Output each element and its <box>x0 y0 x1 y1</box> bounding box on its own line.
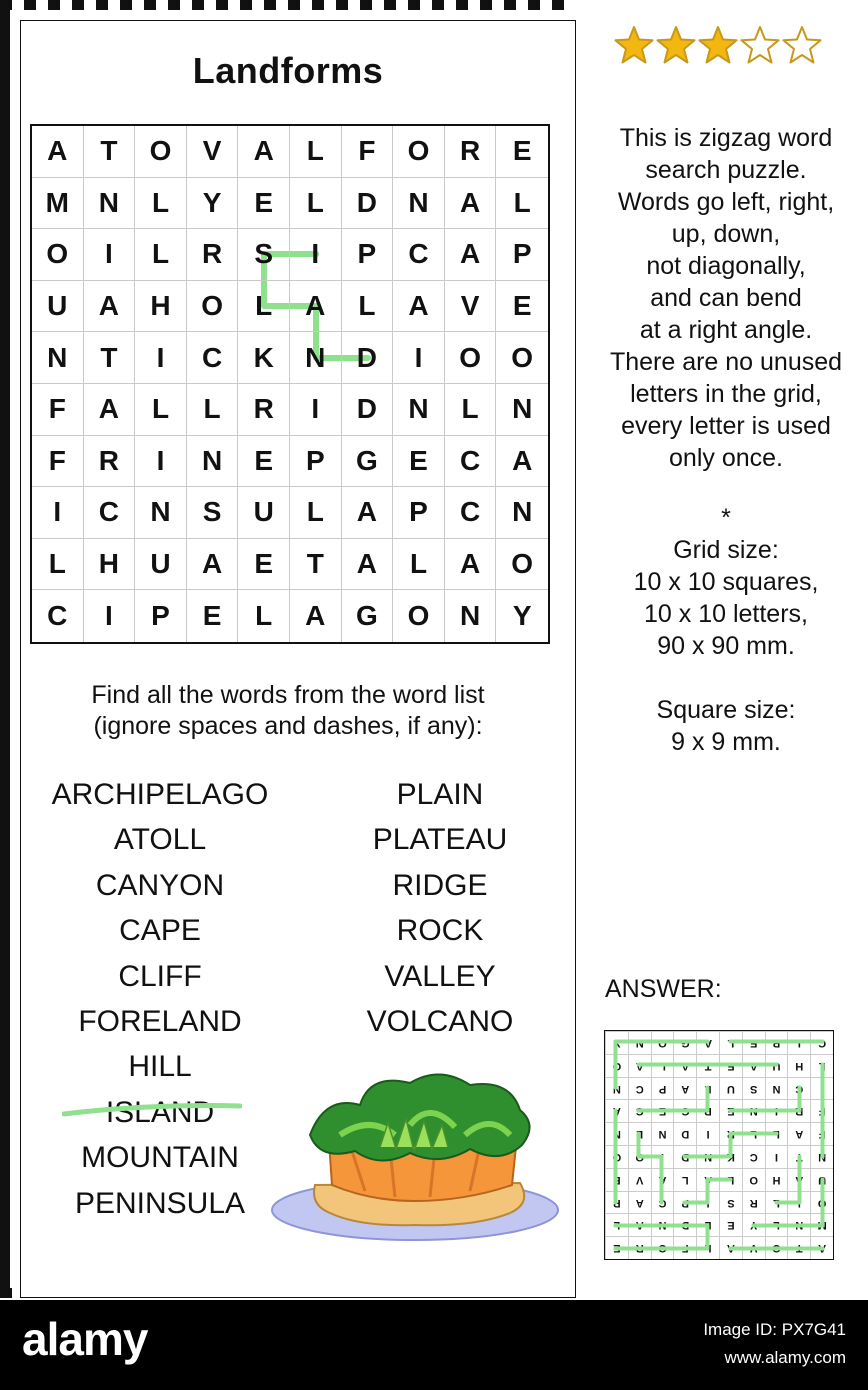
answer-cell: N <box>787 1213 810 1236</box>
answer-cell: I <box>765 1099 788 1122</box>
answer-cell: A <box>787 1168 810 1191</box>
answer-cell: L <box>651 1054 674 1077</box>
answer-cell: L <box>628 1122 651 1145</box>
word-search-grid <box>30 124 550 644</box>
answer-cell: U <box>810 1168 833 1191</box>
word-item: CLIFF <box>118 959 202 993</box>
answer-cell: L <box>673 1168 696 1191</box>
answer-cell: T <box>787 1236 810 1259</box>
answer-cell: U <box>765 1054 788 1077</box>
grid-cell: L <box>238 590 290 642</box>
grid-cell: E <box>393 436 445 488</box>
answer-cell: O <box>765 1236 788 1259</box>
grid-cell: O <box>496 539 548 591</box>
description-line: up, down, <box>671 220 781 248</box>
answer-cell: A <box>605 1099 628 1122</box>
grid-cell: O <box>496 332 548 384</box>
grid-cell: L <box>135 229 187 281</box>
answer-cell: I <box>696 1191 719 1214</box>
grid-cell: V <box>187 126 239 178</box>
grid-cell: T <box>84 126 136 178</box>
grid-cell: P <box>342 229 394 281</box>
word-item: VOLCANO <box>366 1005 514 1039</box>
answer-cell: U <box>719 1077 742 1100</box>
grid-cell: I <box>84 590 136 642</box>
answer-cell: V <box>742 1236 765 1259</box>
answer-cell: N <box>651 1213 674 1236</box>
answer-cell: L <box>765 1191 788 1214</box>
grid-cell: P <box>393 487 445 539</box>
description-line: Words go left, right, <box>617 188 835 216</box>
answer-cell: M <box>810 1213 833 1236</box>
grid-cell: N <box>496 384 548 436</box>
answer-cell: F <box>673 1236 696 1259</box>
grid-cell: K <box>238 332 290 384</box>
answer-cell: I <box>787 1191 810 1214</box>
word-item: HILL <box>128 1050 192 1084</box>
stock-footer <box>0 1300 868 1390</box>
answer-cell: L <box>719 1031 742 1054</box>
answer-cell: R <box>742 1191 765 1214</box>
answer-cell: A <box>673 1054 696 1077</box>
grid-cell: I <box>84 229 136 281</box>
grid-cell: C <box>187 332 239 384</box>
grid-cell: U <box>32 281 84 333</box>
grid-cell: U <box>135 539 187 591</box>
answer-cell: N <box>605 1122 628 1145</box>
image-id: Image ID: PX7G41 <box>703 1320 846 1339</box>
grid-cell: L <box>342 281 394 333</box>
grid-cell: R <box>187 229 239 281</box>
answer-cell: L <box>765 1213 788 1236</box>
answer-cell: D <box>673 1122 696 1145</box>
grid-cell: A <box>496 436 548 488</box>
grid-cell: C <box>32 590 84 642</box>
grid-cell: P <box>135 590 187 642</box>
star-filled-icon <box>656 25 696 65</box>
grid-cell: C <box>84 487 136 539</box>
grid-info-line: 10 x 10 squares, <box>633 568 819 596</box>
grid-cell: N <box>32 332 84 384</box>
answer-cell: C <box>810 1031 833 1054</box>
grid-cell: N <box>496 487 548 539</box>
grid-cell: Y <box>187 178 239 230</box>
grid-cell: A <box>290 590 342 642</box>
grid-cell: U <box>238 487 290 539</box>
answer-cell: Y <box>605 1031 628 1054</box>
site-url: www.alamy.com <box>724 1348 846 1367</box>
answer-cell: N <box>765 1077 788 1100</box>
star-filled-icon <box>698 25 738 65</box>
grid-cell: T <box>290 539 342 591</box>
answer-cell: A <box>696 1031 719 1054</box>
grid-cell: T <box>84 332 136 384</box>
grid-cell: O <box>393 126 445 178</box>
answer-cell: C <box>651 1191 674 1214</box>
answer-cell: E <box>605 1168 628 1191</box>
answer-cell: L <box>605 1213 628 1236</box>
answer-cell: N <box>696 1145 719 1168</box>
answer-cell: T <box>787 1145 810 1168</box>
grid-cell: I <box>32 487 84 539</box>
answer-cell: A <box>628 1054 651 1077</box>
grid-cell: N <box>393 384 445 436</box>
instructions <box>0 680 576 742</box>
grid-cell: D <box>342 178 394 230</box>
description-line: not diagonally, <box>646 252 806 280</box>
answer-cell: P <box>696 1099 719 1122</box>
word-list-right <box>340 772 540 1044</box>
answer-cell: A <box>787 1122 810 1145</box>
island-illustration <box>270 1065 560 1245</box>
grid-cell: Y <box>512 600 532 632</box>
answer-cell: I <box>765 1145 788 1168</box>
grid-cell: A <box>238 126 290 178</box>
grid-cell: L <box>135 384 187 436</box>
star-empty-icon <box>782 25 822 65</box>
answer-cell: L <box>696 1236 719 1259</box>
grid-cell: I <box>135 332 187 384</box>
description-line: every letter is used <box>621 412 831 440</box>
grid-cell: N <box>290 332 342 384</box>
star-filled-icon <box>614 25 654 65</box>
answer-cell: O <box>810 1191 833 1214</box>
answer-cell: C <box>787 1077 810 1100</box>
grid-cell: O <box>445 332 497 384</box>
answer-cell: D <box>673 1213 696 1236</box>
word-item: ATOLL <box>113 823 207 857</box>
answer-cell: D <box>673 1145 696 1168</box>
description-line: and can bend <box>650 284 802 312</box>
grid-cell: A <box>445 229 497 281</box>
answer-cell: E <box>742 1031 765 1054</box>
description-line: only once. <box>669 444 783 472</box>
answer-cell: A <box>742 1054 765 1077</box>
answer-cell: I <box>787 1031 810 1054</box>
grid-cell: D <box>342 384 394 436</box>
grid-cell: C <box>445 436 497 488</box>
found-word-strikethrough <box>62 1100 242 1122</box>
answer-cell: F <box>810 1122 833 1145</box>
grid-cell: E <box>238 539 290 591</box>
grid-info-line: 10 x 10 letters, <box>644 600 808 628</box>
instructions-line: Find all the words from the word list <box>91 681 485 709</box>
answer-cell: C <box>628 1099 651 1122</box>
grid-cell: L <box>187 384 239 436</box>
grid-cell: A <box>32 126 84 178</box>
grid-cell: A <box>445 178 497 230</box>
grid-cell: A <box>445 539 497 591</box>
answer-cell: R <box>787 1099 810 1122</box>
grid-cell: C <box>393 229 445 281</box>
answer-cell: C <box>742 1145 765 1168</box>
grid-cell: S <box>238 229 290 281</box>
answer-cell: H <box>765 1168 788 1191</box>
answer-cell: A <box>810 1236 833 1259</box>
grid-cell: A <box>187 539 239 591</box>
grid-cell: L <box>32 539 84 591</box>
word-item: MOUNTAIN <box>81 1141 239 1175</box>
answer-cell: N <box>742 1099 765 1122</box>
grid-cell: S <box>187 487 239 539</box>
answer-cell: P <box>673 1191 696 1214</box>
word-item: PLAIN <box>396 778 484 811</box>
answer-cell: R <box>628 1236 651 1259</box>
word-item: PENINSULA <box>74 1186 246 1220</box>
answer-cell: R <box>719 1122 742 1145</box>
answer-cell: O <box>605 1145 628 1168</box>
answer-cell: L <box>742 1122 765 1145</box>
grid-cell: G <box>342 436 394 488</box>
grid-cell: P <box>496 229 548 281</box>
answer-cell: O <box>742 1168 765 1191</box>
answer-cell: A <box>628 1213 651 1236</box>
answer-label: ANSWER: <box>605 975 722 1003</box>
grid-cell: E <box>496 126 548 178</box>
grid-cell: A <box>290 281 342 333</box>
answer-cell: O <box>605 1054 628 1077</box>
description-line: letters in the grid, <box>630 380 822 408</box>
puzzle-title: Landforms <box>192 50 384 91</box>
answer-cell: O <box>651 1236 674 1259</box>
answer-cell: L <box>696 1077 719 1100</box>
answer-cell: E <box>605 1236 628 1259</box>
word-item: RIDGE <box>392 868 488 902</box>
grid-cell: G <box>342 590 394 642</box>
answer-cell: L <box>719 1168 742 1191</box>
answer-cell: A <box>696 1168 719 1191</box>
grid-cell: N <box>187 436 239 488</box>
answer-cell: N <box>810 1145 833 1168</box>
grid-info-line: Grid size: <box>673 536 779 564</box>
answer-cell: P <box>605 1191 628 1214</box>
grid-cell: H <box>135 281 187 333</box>
answer-cell: A <box>651 1168 674 1191</box>
word-item: FORELAND <box>78 1005 242 1039</box>
answer-cell: G <box>673 1099 696 1122</box>
answer-cell: L <box>696 1213 719 1236</box>
answer-cell: N <box>651 1122 674 1145</box>
description-line: This is zigzag word <box>619 124 833 152</box>
answer-cell: S <box>742 1077 765 1100</box>
answer-cell: P <box>765 1031 788 1054</box>
grid-cell: A <box>84 281 136 333</box>
grid-cell: O <box>393 590 445 642</box>
answer-cell: Y <box>742 1213 765 1236</box>
grid-cell: R <box>445 126 497 178</box>
answer-cell: P <box>651 1077 674 1100</box>
answer-cell: L <box>765 1122 788 1145</box>
grid-cell: L <box>290 126 342 178</box>
square-info-line: Square size: <box>656 696 796 724</box>
answer-cell: N <box>605 1077 628 1100</box>
answer-cell: E <box>719 1054 742 1077</box>
answer-cell: E <box>651 1099 674 1122</box>
grid-cell: L <box>393 539 445 591</box>
grid-cell: A <box>84 384 136 436</box>
answer-cell: F <box>810 1099 833 1122</box>
grid-cell: I <box>135 436 187 488</box>
grid-cell: H <box>84 539 136 591</box>
description-line: There are no unused <box>609 348 843 376</box>
answer-cell: E <box>719 1099 742 1122</box>
answer-cell: T <box>696 1054 719 1077</box>
answer-cell: C <box>628 1077 651 1100</box>
grid-info-line: 90 x 90 mm. <box>657 632 795 660</box>
answer-cell: A <box>673 1077 696 1100</box>
grid-cell: O <box>32 229 84 281</box>
grid-cell: F <box>32 384 84 436</box>
grid-cell: V <box>445 281 497 333</box>
grid-cell: L <box>290 178 342 230</box>
grid-cell: M <box>32 178 84 230</box>
instructions-line: (ignore spaces and dashes, if any): <box>93 712 483 740</box>
word-item: PLATEAU <box>372 823 508 857</box>
grid-cell: R <box>238 384 290 436</box>
grid-cell: E <box>238 436 290 488</box>
grid-cell: A <box>393 281 445 333</box>
grid-cell: E <box>238 178 290 230</box>
answer-cell: K <box>719 1145 742 1168</box>
grid-cell: L <box>496 178 548 230</box>
grid-cell: C <box>445 487 497 539</box>
word-item: CANYON <box>95 868 225 902</box>
word-item: CAPE <box>119 914 201 948</box>
difficulty-rating <box>614 25 822 65</box>
answer-cell: A <box>719 1236 742 1259</box>
star-empty-icon <box>740 25 780 65</box>
word-list-left <box>40 772 280 1226</box>
grid-cell: P <box>290 436 342 488</box>
alamy-logo: alamy <box>22 1313 148 1365</box>
grid-cell: L <box>290 487 342 539</box>
grid-cell: A <box>342 539 394 591</box>
description-line: at a right angle. <box>639 316 813 344</box>
grid-cell: F <box>32 436 84 488</box>
grid-cell: N <box>393 178 445 230</box>
grid-cell: N <box>135 487 187 539</box>
grid-cell: L <box>135 178 187 230</box>
grid-cell: N <box>84 178 136 230</box>
description-line: search puzzle. <box>645 156 807 184</box>
answer-cell: H <box>787 1054 810 1077</box>
answer-cell: I <box>696 1122 719 1145</box>
separator: * <box>721 504 731 532</box>
answer-cell: L <box>810 1054 833 1077</box>
grid-cell: F <box>342 126 394 178</box>
answer-cell: I <box>810 1077 833 1100</box>
answer-cell: I <box>651 1145 674 1168</box>
grid-cell: D <box>342 332 394 384</box>
grid-cell: O <box>135 126 187 178</box>
answer-cell: N <box>628 1031 651 1054</box>
grid-cell: E <box>496 281 548 333</box>
grid-cell: L <box>445 384 497 436</box>
puzzle-description <box>590 122 862 758</box>
word-item: ARCHIPELAGO <box>51 778 269 811</box>
grid-cell: R <box>84 436 136 488</box>
grid-cell: I <box>290 229 342 281</box>
word-item: VALLEY <box>384 959 496 993</box>
answer-cell: O <box>628 1145 651 1168</box>
grid-cell: A <box>342 487 394 539</box>
word-item-found: ISLAND <box>105 1095 215 1129</box>
answer-cell: G <box>673 1031 696 1054</box>
answer-cell: A <box>628 1191 651 1214</box>
answer-cell: O <box>651 1031 674 1054</box>
grid-cell: E <box>187 590 239 642</box>
grid-cell: O <box>187 281 239 333</box>
answer-paths <box>604 1030 834 1260</box>
answer-cell: E <box>719 1213 742 1236</box>
answer-cell: V <box>628 1168 651 1191</box>
square-info-line: 9 x 9 mm. <box>671 728 781 756</box>
grid-cell: N <box>445 590 497 642</box>
word-item: ROCK <box>396 914 484 948</box>
answer-cell: S <box>719 1191 742 1214</box>
grid-cell: L <box>238 281 290 333</box>
grid-cell: I <box>290 384 342 436</box>
grid-cell: I <box>393 332 445 384</box>
